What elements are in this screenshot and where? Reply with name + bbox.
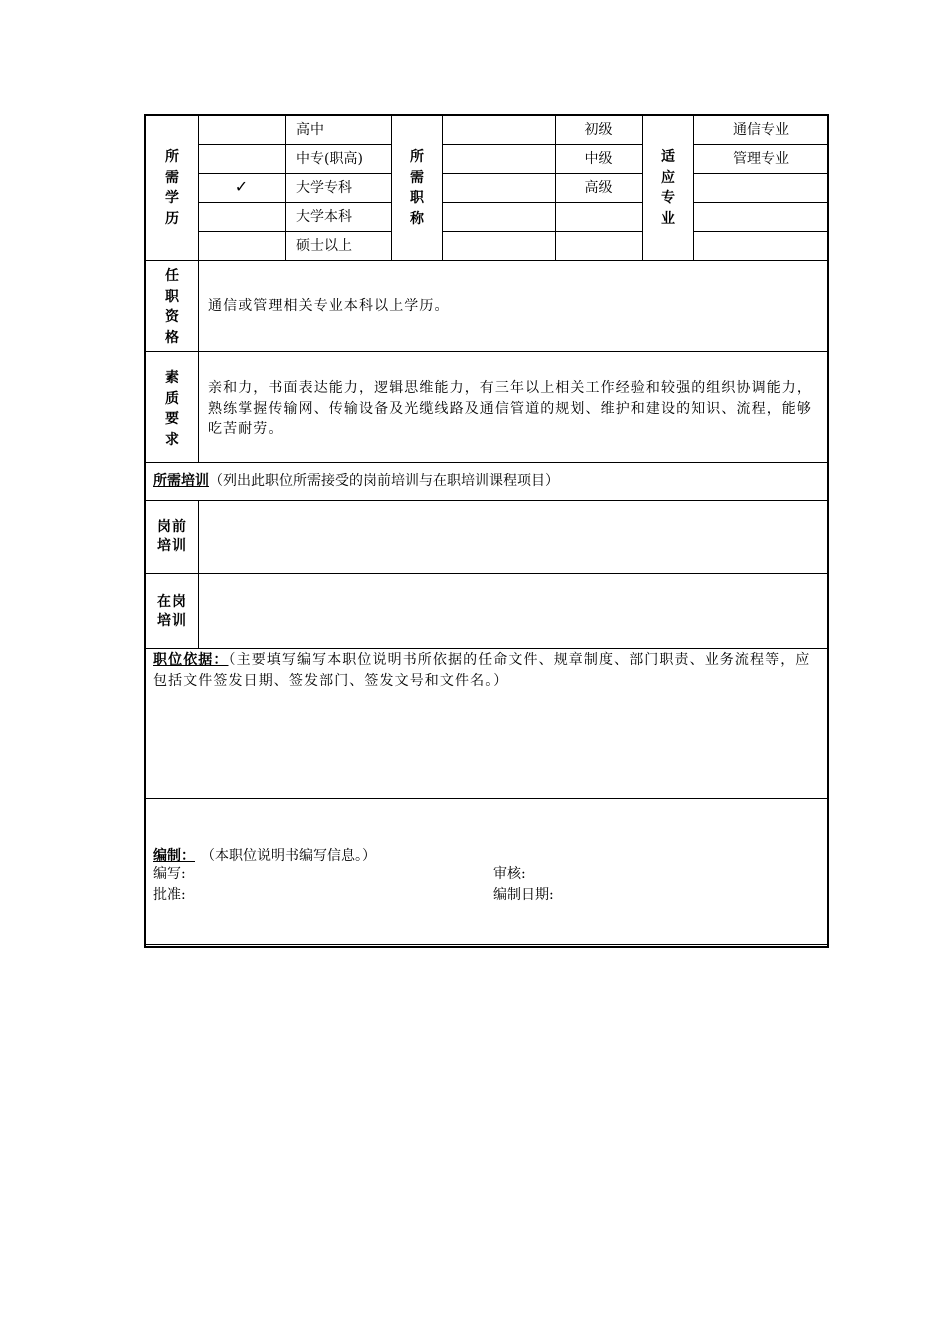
grid-line [442,173,642,174]
grid-line [146,944,829,945]
grid-line [198,173,391,174]
major-label: 适应专业 [661,149,675,227]
education-option-junior-college: 大学专科 [296,180,352,196]
basis-heading: 职位依据： [153,652,229,668]
qualification-label: 任职资格 [165,268,179,346]
grid-line [146,648,829,649]
compile-header [153,846,376,866]
basis-block [153,650,823,691]
title-level-intermediate: 中级 [584,151,613,167]
compile-note: （本职位说明书编写信息。） [201,848,376,864]
reviewer-field: 审核: [493,866,526,882]
grid-line [442,144,642,145]
grid-line [442,231,642,232]
education-label: 所需学历 [165,149,179,227]
grid-line [442,116,443,260]
education-option-high-school: 高中 [296,122,324,138]
date-field: 编制日期: [493,887,554,903]
grid-line [198,144,391,145]
grid-line [198,231,391,232]
grid-line [146,462,829,463]
grid-line [146,798,829,799]
education-option-master: 硕士以上 [296,238,352,254]
job-spec-table [144,114,829,948]
title-label: 所需职称 [410,149,424,227]
grid-line [198,116,199,462]
grid-line [198,500,199,648]
pre-job-training-label: 岗前培训 [157,519,187,554]
grid-line [442,202,642,203]
education-option-bachelor: 大学本科 [296,209,352,225]
writer-field: 编写: [153,866,186,882]
basis-note: （主要填写编写本职位说明书所依据的任命文件、规章制度、部门职责、业务流程等，应包括文件签发日期、签发部门、签发文号和文件名。） [153,652,811,689]
grid-line [146,260,829,261]
grid-line [146,351,829,352]
major-item-communication: 通信专业 [733,122,789,138]
grid-line [146,573,829,574]
title-level-junior: 初级 [584,122,613,138]
approver-field: 批准: [153,887,186,903]
grid-line [285,116,286,260]
training-note: （列出此职位所需接受的岗前培训与在职培训课程项目） [209,473,559,489]
quality-label: 素质要求 [165,370,179,448]
grid-line [693,144,829,145]
grid-line [198,202,391,203]
grid-line [693,231,829,232]
grid-line [146,500,829,501]
education-option-vocational: 中专(职高) [296,151,363,167]
on-job-training-label: 在岗培训 [157,594,187,629]
qualification-text: 通信或管理相关专业本科以上学历。 [208,298,450,314]
compile-heading: 编制： [153,848,195,864]
check-mark-icon: ✓ [234,177,249,196]
title-level-senior: 高级 [584,180,613,196]
major-item-management: 管理专业 [733,151,789,167]
training-header [153,471,559,491]
grid-line [693,202,829,203]
quality-text: 亲和力，书面表达能力，逻辑思维能力，有三年以上相关工作经验和较强的组织协调能力，熟练掌握传输网、传输设备及光缆线路及通信管道的规划、维护和建设的知识、流程，能够吃苦耐劳。 [208,380,812,437]
training-heading: 所需培训 [153,473,209,489]
grid-line [693,173,829,174]
grid-line [391,116,392,260]
grid-line [642,116,643,260]
